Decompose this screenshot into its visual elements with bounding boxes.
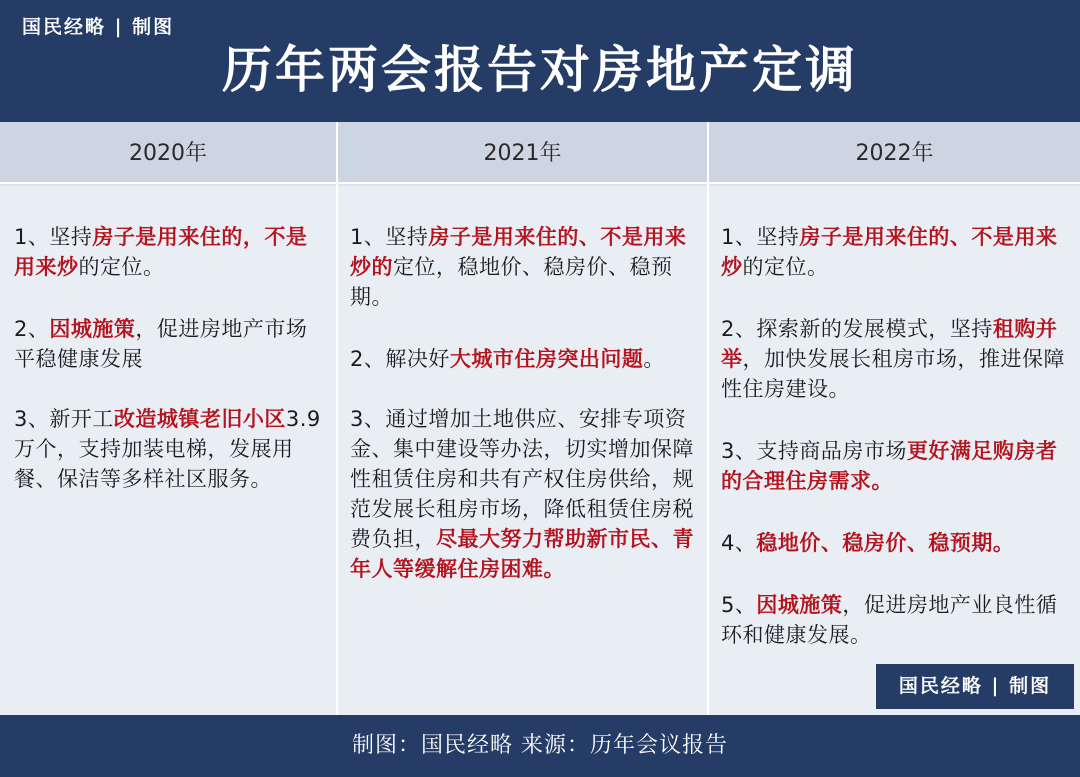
item-text: 2、探索新的发展模式，坚持 xyxy=(721,317,993,341)
item-text: 1、坚持 xyxy=(721,225,800,249)
item-text: 3.9万个，支持加装电梯，发展用餐、保洁等多样社区服务。 xyxy=(14,407,321,491)
item-text: 定位，稳地价、稳房价、稳预期。 xyxy=(350,255,673,309)
item-highlight: 尽最大努力帮助新市民、青年人等缓解住房困难。 xyxy=(350,527,694,581)
list-item xyxy=(14,314,324,374)
item-text: 的定位。 xyxy=(742,255,829,279)
column-header-2021: 2021年 xyxy=(338,122,707,184)
list-item xyxy=(721,528,1071,558)
item-text: 3、新开工 xyxy=(14,407,114,431)
column-body-2020 xyxy=(0,186,336,715)
list-item xyxy=(350,222,700,312)
item-text: ，促进房地产业良性循环和健康发展。 xyxy=(721,593,1058,647)
column-2022 xyxy=(709,122,1080,715)
item-text: ，加快发展长租房市场，推进保障性住房建设。 xyxy=(721,347,1065,401)
brand-stamp: 国民经略 | 制图 xyxy=(876,664,1074,709)
brand-label: 国民经略 | 制图 xyxy=(22,16,175,38)
item-highlight: 大城市住房突出问题 xyxy=(449,347,644,371)
list-item xyxy=(350,344,700,374)
item-text: 4、 xyxy=(721,531,757,555)
item-text: 3、通过增加土地供应、安排专项资金、集中建设等办法，切实增加保障性租赁住房和共有产权住房供给，规范发展长租房市场，降低租赁住房税费负担， xyxy=(350,407,694,551)
column-header-2020: 2020年 xyxy=(0,122,336,184)
list-item xyxy=(14,222,324,282)
list-item xyxy=(721,436,1071,496)
item-highlight: 房子是用来住的、不是用来炒 xyxy=(721,225,1058,279)
column-2021 xyxy=(338,122,707,715)
list-item xyxy=(721,314,1071,404)
list-item xyxy=(14,404,324,494)
item-text: 1、坚持 xyxy=(14,225,93,249)
item-highlight: 改造城镇老旧小区 xyxy=(113,407,286,431)
item-highlight: 因城施策 xyxy=(49,317,136,341)
column-body-2021 xyxy=(338,186,707,715)
item-text: 1、坚持 xyxy=(350,225,429,249)
item-highlight: 稳地价、稳房价、稳预期。 xyxy=(756,531,1015,555)
header xyxy=(0,0,1080,122)
item-highlight: 因城施策 xyxy=(756,593,843,617)
item-text: 2、解决好 xyxy=(350,347,450,371)
list-item xyxy=(721,222,1071,282)
column-body-2022 xyxy=(709,186,1080,715)
item-highlight: 房子是用来住的，不是用来炒 xyxy=(14,225,308,279)
list-item xyxy=(350,404,700,584)
item-text: 的定位。 xyxy=(78,255,165,279)
item-text: 2、 xyxy=(14,317,50,341)
item-text: 。 xyxy=(643,347,665,371)
item-highlight: 房子是用来住的、不是用来炒的 xyxy=(350,225,687,279)
footer-source: 制图：国民经略 来源：历年会议报告 xyxy=(0,715,1080,777)
column-2020 xyxy=(0,122,336,715)
item-text: 5、 xyxy=(721,593,757,617)
item-text: ，促进房地产市场平稳健康发展 xyxy=(14,317,308,371)
item-text: 3、支持商品房市场 xyxy=(721,439,907,463)
item-highlight: 更好满足购房者的合理住房需求。 xyxy=(721,439,1058,493)
page-title: 历年两会报告对房地产定调 xyxy=(222,41,858,99)
list-item xyxy=(721,590,1071,650)
item-highlight: 租购并举 xyxy=(721,317,1058,371)
column-header-2022: 2022年 xyxy=(709,122,1080,184)
column-divider xyxy=(707,122,709,715)
column-divider xyxy=(336,122,338,715)
policy-table xyxy=(0,122,1080,715)
